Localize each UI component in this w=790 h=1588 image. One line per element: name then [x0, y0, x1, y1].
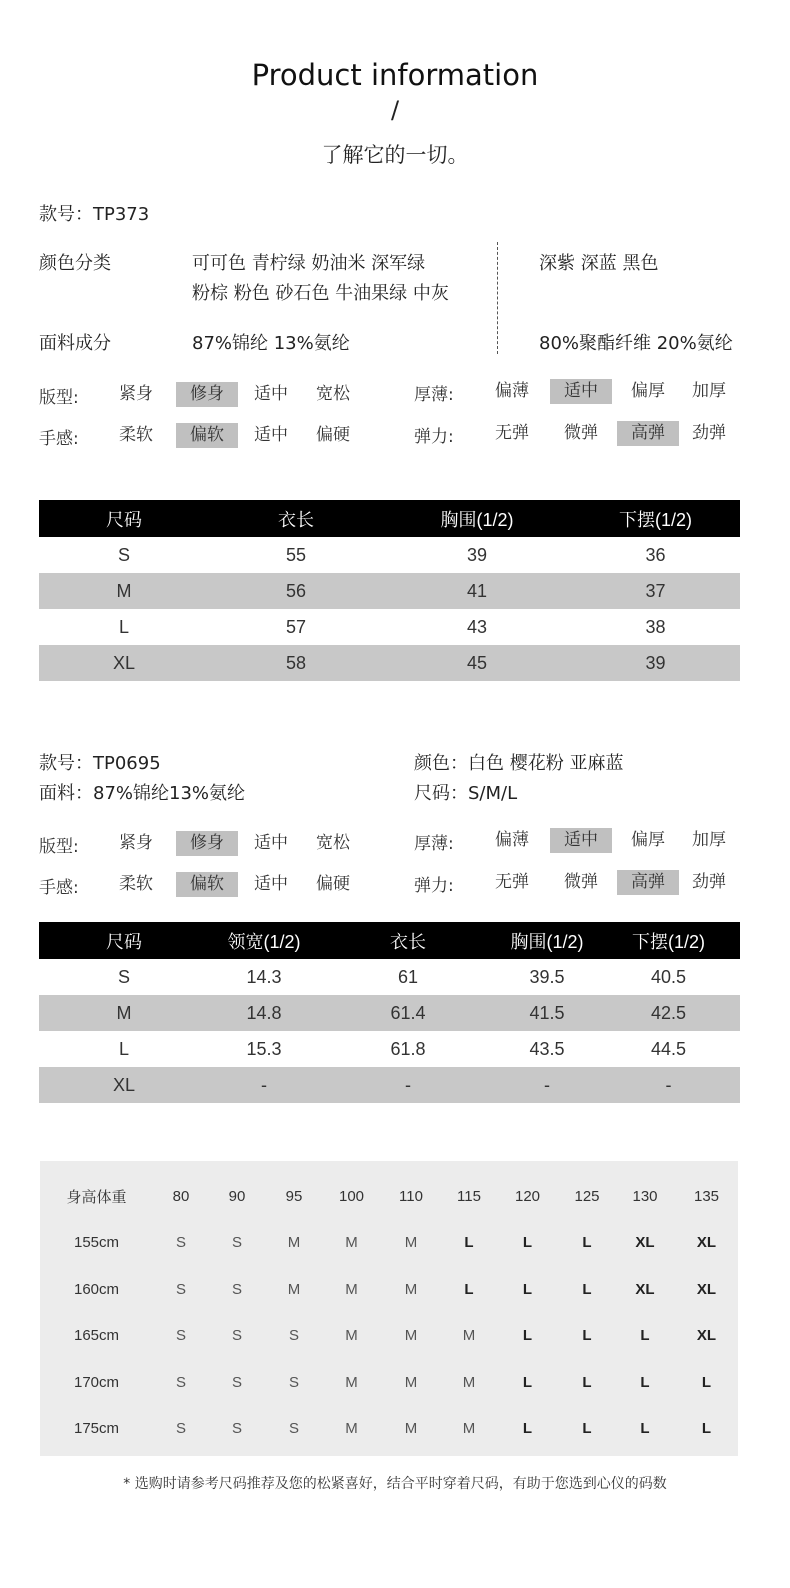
table-cell: L [118, 616, 129, 637]
weight-header: 125 [574, 1187, 600, 1205]
footnote: * 选购时请参考尺码推荐及您的松紧喜好，结合平时穿着尺码，有助于您选到心仪的码数 [123, 1476, 667, 1492]
table-cell: 61 [397, 966, 419, 987]
size-guide-grid [40, 1173, 738, 1452]
recommended-size-cell: L [582, 1280, 592, 1298]
table-cell: L [118, 1038, 129, 1059]
table-cell: 41.5 [497, 995, 597, 1031]
weight-header: 120 [514, 1187, 541, 1205]
recommended-size-cell: M [462, 1420, 476, 1438]
color-value: 白色 樱花粉 亚麻蓝 [468, 753, 624, 774]
feel-option: 柔软 [119, 874, 153, 894]
table-cell: 55 [285, 544, 307, 565]
recommended-size-cell: XL [696, 1327, 717, 1345]
feel-option: 适中 [254, 425, 288, 445]
model-value: TP0695 [93, 753, 161, 774]
grid-header-row [40, 1173, 738, 1220]
product2-color-row [414, 749, 623, 775]
table-cell: - [597, 1067, 740, 1103]
fabric-label: 面料成分 [39, 333, 111, 354]
fit-option-selected: 修身 [176, 382, 238, 407]
recommended-size-cell: M [404, 1280, 418, 1298]
grid-row [40, 1266, 738, 1313]
size-table-1 [39, 500, 740, 681]
table-cell: M [39, 573, 209, 609]
table-cell: XL [39, 1067, 209, 1103]
recommended-size-cell: L [464, 1280, 474, 1298]
page-title: Product information [251, 58, 539, 92]
colors-right: 深紫 深蓝 黑色 [539, 253, 659, 274]
elasticity-option: 劲弹 [692, 423, 726, 443]
table-header-cell: 胸围(1/2) [383, 500, 571, 537]
table-row [39, 1067, 740, 1103]
fit-label: 版型: [39, 388, 79, 408]
elasticity-option: 微弹 [564, 872, 598, 892]
recommended-size-cell: M [462, 1373, 476, 1391]
recommended-size-cell: S [288, 1327, 299, 1345]
recommended-size-cell: L [522, 1234, 533, 1252]
recommended-size-cell: S [231, 1327, 242, 1345]
table-cell: S [117, 966, 130, 987]
elasticity-option: 无弹 [495, 423, 529, 443]
table-cell: S [117, 544, 130, 565]
color-label: 颜色分类 [39, 253, 111, 274]
recommended-size-cell: L [522, 1373, 533, 1391]
recommended-size-cell: M [287, 1234, 301, 1252]
table-cell: 58 [209, 645, 383, 681]
dashed-divider [497, 242, 498, 354]
height-label: 175cm [73, 1420, 120, 1438]
elasticity-label: 弹力: [414, 427, 454, 447]
thickness-option-selected: 适中 [550, 828, 612, 853]
table-row [39, 537, 740, 573]
feel-label: 手感: [39, 429, 79, 449]
table-cell: 14.3 [246, 966, 282, 987]
table-cell: - [209, 1067, 319, 1103]
fit-option: 宽松 [316, 833, 350, 853]
table-cell: - [319, 1067, 497, 1103]
table-cell: 41 [383, 573, 571, 609]
table-row [39, 995, 740, 1031]
table-row [39, 609, 740, 645]
table-header-cell: 尺码 [39, 500, 209, 537]
table-row [39, 645, 740, 681]
table-cell: 15.3 [246, 1038, 282, 1059]
table-cell: 39.5 [529, 966, 565, 987]
recommended-size-cell: M [404, 1234, 418, 1252]
table-row [39, 1031, 740, 1067]
table-cell: 37 [571, 573, 740, 609]
weight-header: 130 [632, 1187, 658, 1205]
feel-label: 手感: [39, 878, 79, 898]
recommended-size-cell: S [231, 1373, 242, 1391]
table-header-cell: 下摆(1/2) [571, 500, 740, 537]
size-value: S/M/L [468, 783, 518, 804]
feel-option: 偏硬 [316, 874, 350, 894]
table-cell: 44.5 [650, 1038, 687, 1059]
recommended-size-cell: XL [696, 1280, 717, 1298]
weight-header: 110 [399, 1187, 423, 1205]
table-cell: 56 [209, 573, 383, 609]
recommended-size-cell: L [464, 1234, 474, 1252]
recommended-size-cell: L [640, 1327, 650, 1345]
recommended-size-cell: L [522, 1420, 533, 1438]
table-cell: 61.8 [390, 1038, 426, 1059]
table-cell: 43 [466, 616, 488, 637]
recommended-size-cell: S [175, 1234, 186, 1252]
recommended-size-cell: L [522, 1280, 533, 1298]
recommended-size-cell: L [701, 1373, 712, 1391]
height-label: 155cm [73, 1234, 120, 1252]
model-value: TP373 [93, 204, 150, 225]
recommended-size-cell: L [640, 1420, 650, 1438]
fit-option: 紧身 [119, 833, 153, 853]
thickness-option: 偏厚 [631, 381, 665, 401]
feel-option-selected: 偏软 [176, 423, 238, 448]
colors-line-2: 粉棕 粉色 砂石色 牛油果绿 中灰 [192, 283, 449, 304]
recommended-size-cell: M [404, 1327, 418, 1345]
fabric-right: 80%聚酯纤维 20%氨纶 [539, 333, 733, 354]
elasticity-option: 微弹 [564, 423, 598, 443]
weight-header: 90 [228, 1187, 246, 1205]
recommended-size-cell: L [582, 1420, 592, 1438]
thickness-option-selected: 适中 [550, 379, 612, 404]
weight-header: 100 [338, 1187, 365, 1205]
fabric-left: 87%锦纶 13%氨纶 [192, 333, 350, 354]
table-header-cell: 衣长 [209, 500, 383, 537]
table-header-cell: 领宽(1/2) [209, 922, 319, 959]
recommended-size-cell: L [522, 1327, 533, 1345]
product2-fabric-row [39, 779, 245, 805]
table-cell: 61.4 [319, 995, 497, 1031]
recommended-size-cell: M [345, 1327, 358, 1345]
thickness-label: 厚薄: [414, 834, 454, 854]
table-row [39, 959, 740, 995]
feel-option: 偏硬 [316, 425, 350, 445]
thickness-option: 偏薄 [495, 830, 529, 850]
product2-size-row [414, 779, 517, 805]
table-cell: XL [39, 645, 209, 681]
fabric-label: 面料： [39, 783, 93, 804]
size-label: 尺码： [414, 783, 468, 804]
thickness-option: 偏薄 [495, 381, 529, 401]
fit-option: 宽松 [316, 384, 350, 404]
recommended-size-cell: XL [635, 1280, 655, 1298]
feel-option: 柔软 [119, 425, 153, 445]
recommended-size-cell: M [345, 1234, 358, 1252]
feel-option-selected: 偏软 [176, 872, 238, 897]
fit-option: 紧身 [119, 384, 153, 404]
weight-header: 135 [693, 1187, 720, 1205]
weight-header: 115 [457, 1187, 481, 1205]
fit-label: 版型: [39, 837, 79, 857]
feel-option: 适中 [254, 874, 288, 894]
table-cell: 42.5 [597, 995, 740, 1031]
table-row [39, 573, 740, 609]
recommended-size-cell: S [175, 1327, 186, 1345]
table-cell: 40.5 [650, 966, 687, 987]
fit-option: 适中 [254, 833, 288, 853]
model-label: 款号： [39, 204, 93, 225]
recommended-size-cell: S [288, 1373, 299, 1391]
table-header-cell: 胸围(1/2) [497, 922, 597, 959]
grid-row [40, 1220, 738, 1267]
recommended-size-cell: M [287, 1280, 301, 1298]
recommended-size-cell: L [582, 1327, 592, 1345]
recommended-size-cell: L [701, 1420, 712, 1438]
recommended-size-cell: L [582, 1373, 592, 1391]
recommended-size-cell: M [345, 1280, 358, 1298]
height-label: 160cm [73, 1280, 120, 1298]
thickness-option: 加厚 [692, 381, 726, 401]
table-header-row [39, 500, 740, 537]
table-cell: 39 [466, 544, 488, 565]
colors-line-1: 可可色 青柠绿 奶油米 深军绿 [192, 253, 426, 274]
recommended-size-cell: XL [696, 1234, 717, 1252]
recommended-size-cell: M [404, 1420, 418, 1438]
title-separator: / [390, 96, 400, 124]
thickness-label: 厚薄: [414, 385, 454, 405]
table-header-cell: 衣长 [319, 922, 497, 959]
table-cell: 38 [645, 616, 666, 637]
product2-model-row [39, 749, 161, 775]
table-cell: 14.8 [209, 995, 319, 1031]
recommended-size-cell: M [404, 1373, 418, 1391]
table-header-cell: 下摆(1/2) [597, 922, 740, 959]
grid-row [40, 1406, 738, 1453]
recommended-size-cell: S [175, 1420, 186, 1438]
elasticity-option: 劲弹 [692, 872, 726, 892]
recommended-size-cell: S [231, 1280, 242, 1298]
page-subtitle: 了解它的一切。 [321, 143, 469, 167]
recommended-size-cell: XL [635, 1234, 655, 1252]
table-cell: - [497, 1067, 597, 1103]
recommended-size-cell: L [582, 1234, 592, 1252]
elasticity-option-selected: 高弹 [617, 421, 679, 446]
grid-corner-label: 身高体重 [66, 1188, 127, 1206]
color-label: 颜色： [414, 753, 468, 774]
fit-option: 适中 [254, 384, 288, 404]
product1-model-row [39, 200, 149, 226]
recommended-size-cell: S [288, 1420, 299, 1438]
table-cell: 45 [383, 645, 571, 681]
weight-header: 95 [285, 1187, 303, 1205]
table-cell: 39 [571, 645, 740, 681]
elasticity-option: 无弹 [495, 872, 529, 892]
table-header-row [39, 922, 740, 959]
height-label: 170cm [73, 1373, 120, 1391]
recommended-size-cell: S [175, 1280, 186, 1298]
model-label: 款号： [39, 753, 93, 774]
recommended-size-cell: S [175, 1373, 186, 1391]
recommended-size-cell: M [345, 1373, 358, 1391]
table-cell: 36 [645, 544, 666, 565]
thickness-option: 加厚 [692, 830, 726, 850]
fit-option-selected: 修身 [176, 831, 238, 856]
recommended-size-cell: S [231, 1234, 242, 1252]
grid-row [40, 1359, 738, 1406]
fabric-value: 87%锦纶13%氨纶 [93, 783, 246, 804]
grid-row [40, 1313, 738, 1360]
table-cell: 43.5 [529, 1038, 565, 1059]
table-cell: M [39, 995, 209, 1031]
table-header-cell: 尺码 [39, 922, 209, 959]
weight-header: 80 [172, 1187, 190, 1205]
recommended-size-cell: L [640, 1373, 650, 1391]
recommended-size-cell: M [345, 1420, 358, 1438]
size-table-2 [39, 922, 740, 1103]
thickness-option: 偏厚 [631, 830, 665, 850]
table-cell: 57 [285, 616, 307, 637]
elasticity-option-selected: 高弹 [617, 870, 679, 895]
recommended-size-cell: S [231, 1420, 242, 1438]
height-label: 165cm [73, 1327, 120, 1345]
recommended-size-cell: M [462, 1327, 476, 1345]
elasticity-label: 弹力: [414, 876, 454, 896]
